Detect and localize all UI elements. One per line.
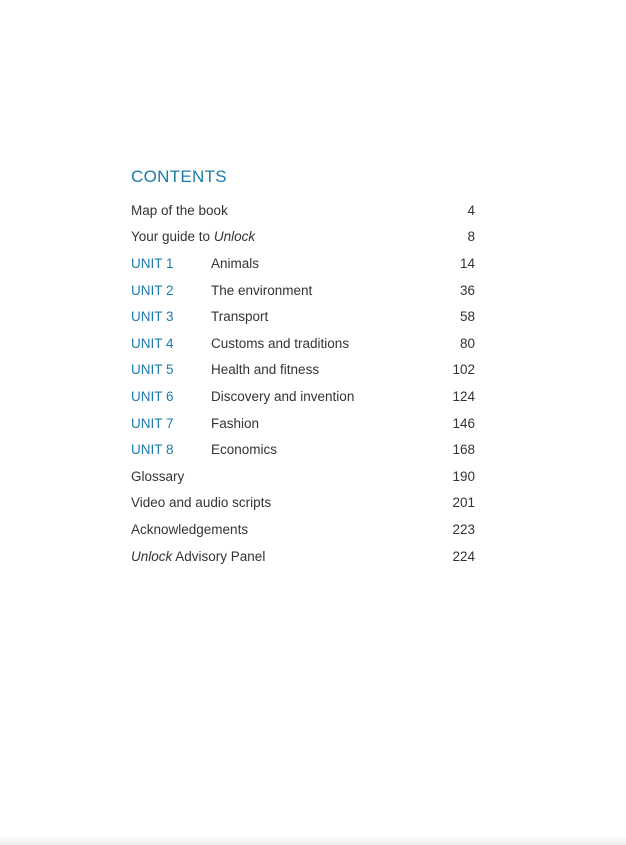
toc-page-number: 124 (452, 388, 475, 404)
toc-italic-title: Unlock (131, 548, 173, 564)
toc-page-number: 8 (467, 229, 475, 245)
contents-title: CONTENTS (131, 167, 227, 186)
toc-unit-title: Customs and traditions (211, 335, 350, 351)
toc-entry-text: Glossary (131, 468, 185, 484)
toc-unit-title: Discovery and invention (211, 388, 355, 404)
toc-page-number: 224 (452, 548, 475, 564)
toc-unit-label: UNIT 6 (131, 388, 174, 404)
toc-page-number: 201 (452, 495, 475, 511)
toc-row-video-audio-scripts[interactable] (131, 490, 475, 517)
toc-row-unit-8[interactable] (131, 436, 475, 463)
toc-entry-text: Unlock Advisory Panel (131, 548, 266, 564)
toc-unit-label: UNIT 1 (131, 255, 174, 271)
toc-row-unit-1[interactable] (131, 250, 475, 277)
toc-row-map-of-the-book[interactable] (131, 197, 475, 224)
toc-page-number: 190 (452, 468, 475, 484)
toc-page-number: 58 (459, 309, 475, 325)
toc-unit-label: UNIT 2 (131, 282, 174, 298)
toc-row-unit-7[interactable] (131, 410, 475, 437)
toc-unit-title: Transport (211, 309, 269, 325)
toc-page-number: 168 (452, 442, 475, 458)
toc-page-number: 4 (467, 202, 475, 218)
toc-unit-label: UNIT 8 (131, 442, 174, 458)
toc-row-glossary[interactable] (131, 463, 475, 490)
table-of-contents (131, 166, 475, 569)
toc-row-unit-5[interactable] (131, 357, 475, 384)
toc-unit-title: Fashion (211, 415, 260, 431)
toc-page-number: 223 (452, 521, 475, 537)
toc-entry-text: Video and audio scripts (131, 495, 272, 511)
toc-unit-label: UNIT 5 (131, 362, 174, 378)
toc-unit-label: UNIT 7 (131, 415, 174, 431)
toc-entry-text: Map of the book (131, 202, 228, 218)
toc-unit-title: Health and fitness (211, 362, 320, 378)
toc-row-unit-2[interactable] (131, 277, 475, 304)
toc-unit-label: UNIT 3 (131, 309, 174, 325)
toc-page-number: 14 (459, 255, 475, 271)
toc-page-number: 102 (452, 362, 475, 378)
toc-row-your-guide[interactable] (131, 224, 475, 251)
toc-row-unit-6[interactable] (131, 383, 475, 410)
page-bottom-edge (0, 835, 626, 845)
toc-row-unit-4[interactable] (131, 330, 475, 357)
toc-row-acknowledgements[interactable] (131, 516, 475, 543)
toc-entry-text: Your guide to Unlock (131, 229, 256, 245)
toc-unit-title: Animals (211, 255, 260, 271)
toc-unit-title: The environment (211, 282, 313, 298)
toc-italic-title: Unlock (213, 229, 256, 245)
toc-page-number: 80 (459, 335, 475, 351)
contents-list (131, 197, 475, 569)
toc-row-unit-3[interactable] (131, 303, 475, 330)
toc-page-number: 36 (459, 282, 475, 298)
toc-unit-label: UNIT 4 (131, 335, 174, 351)
toc-entry-text: Acknowledgements (131, 521, 249, 537)
toc-unit-title: Economics (211, 442, 278, 458)
toc-row-advisory-panel[interactable] (131, 543, 475, 570)
toc-page-number: 146 (452, 415, 475, 431)
